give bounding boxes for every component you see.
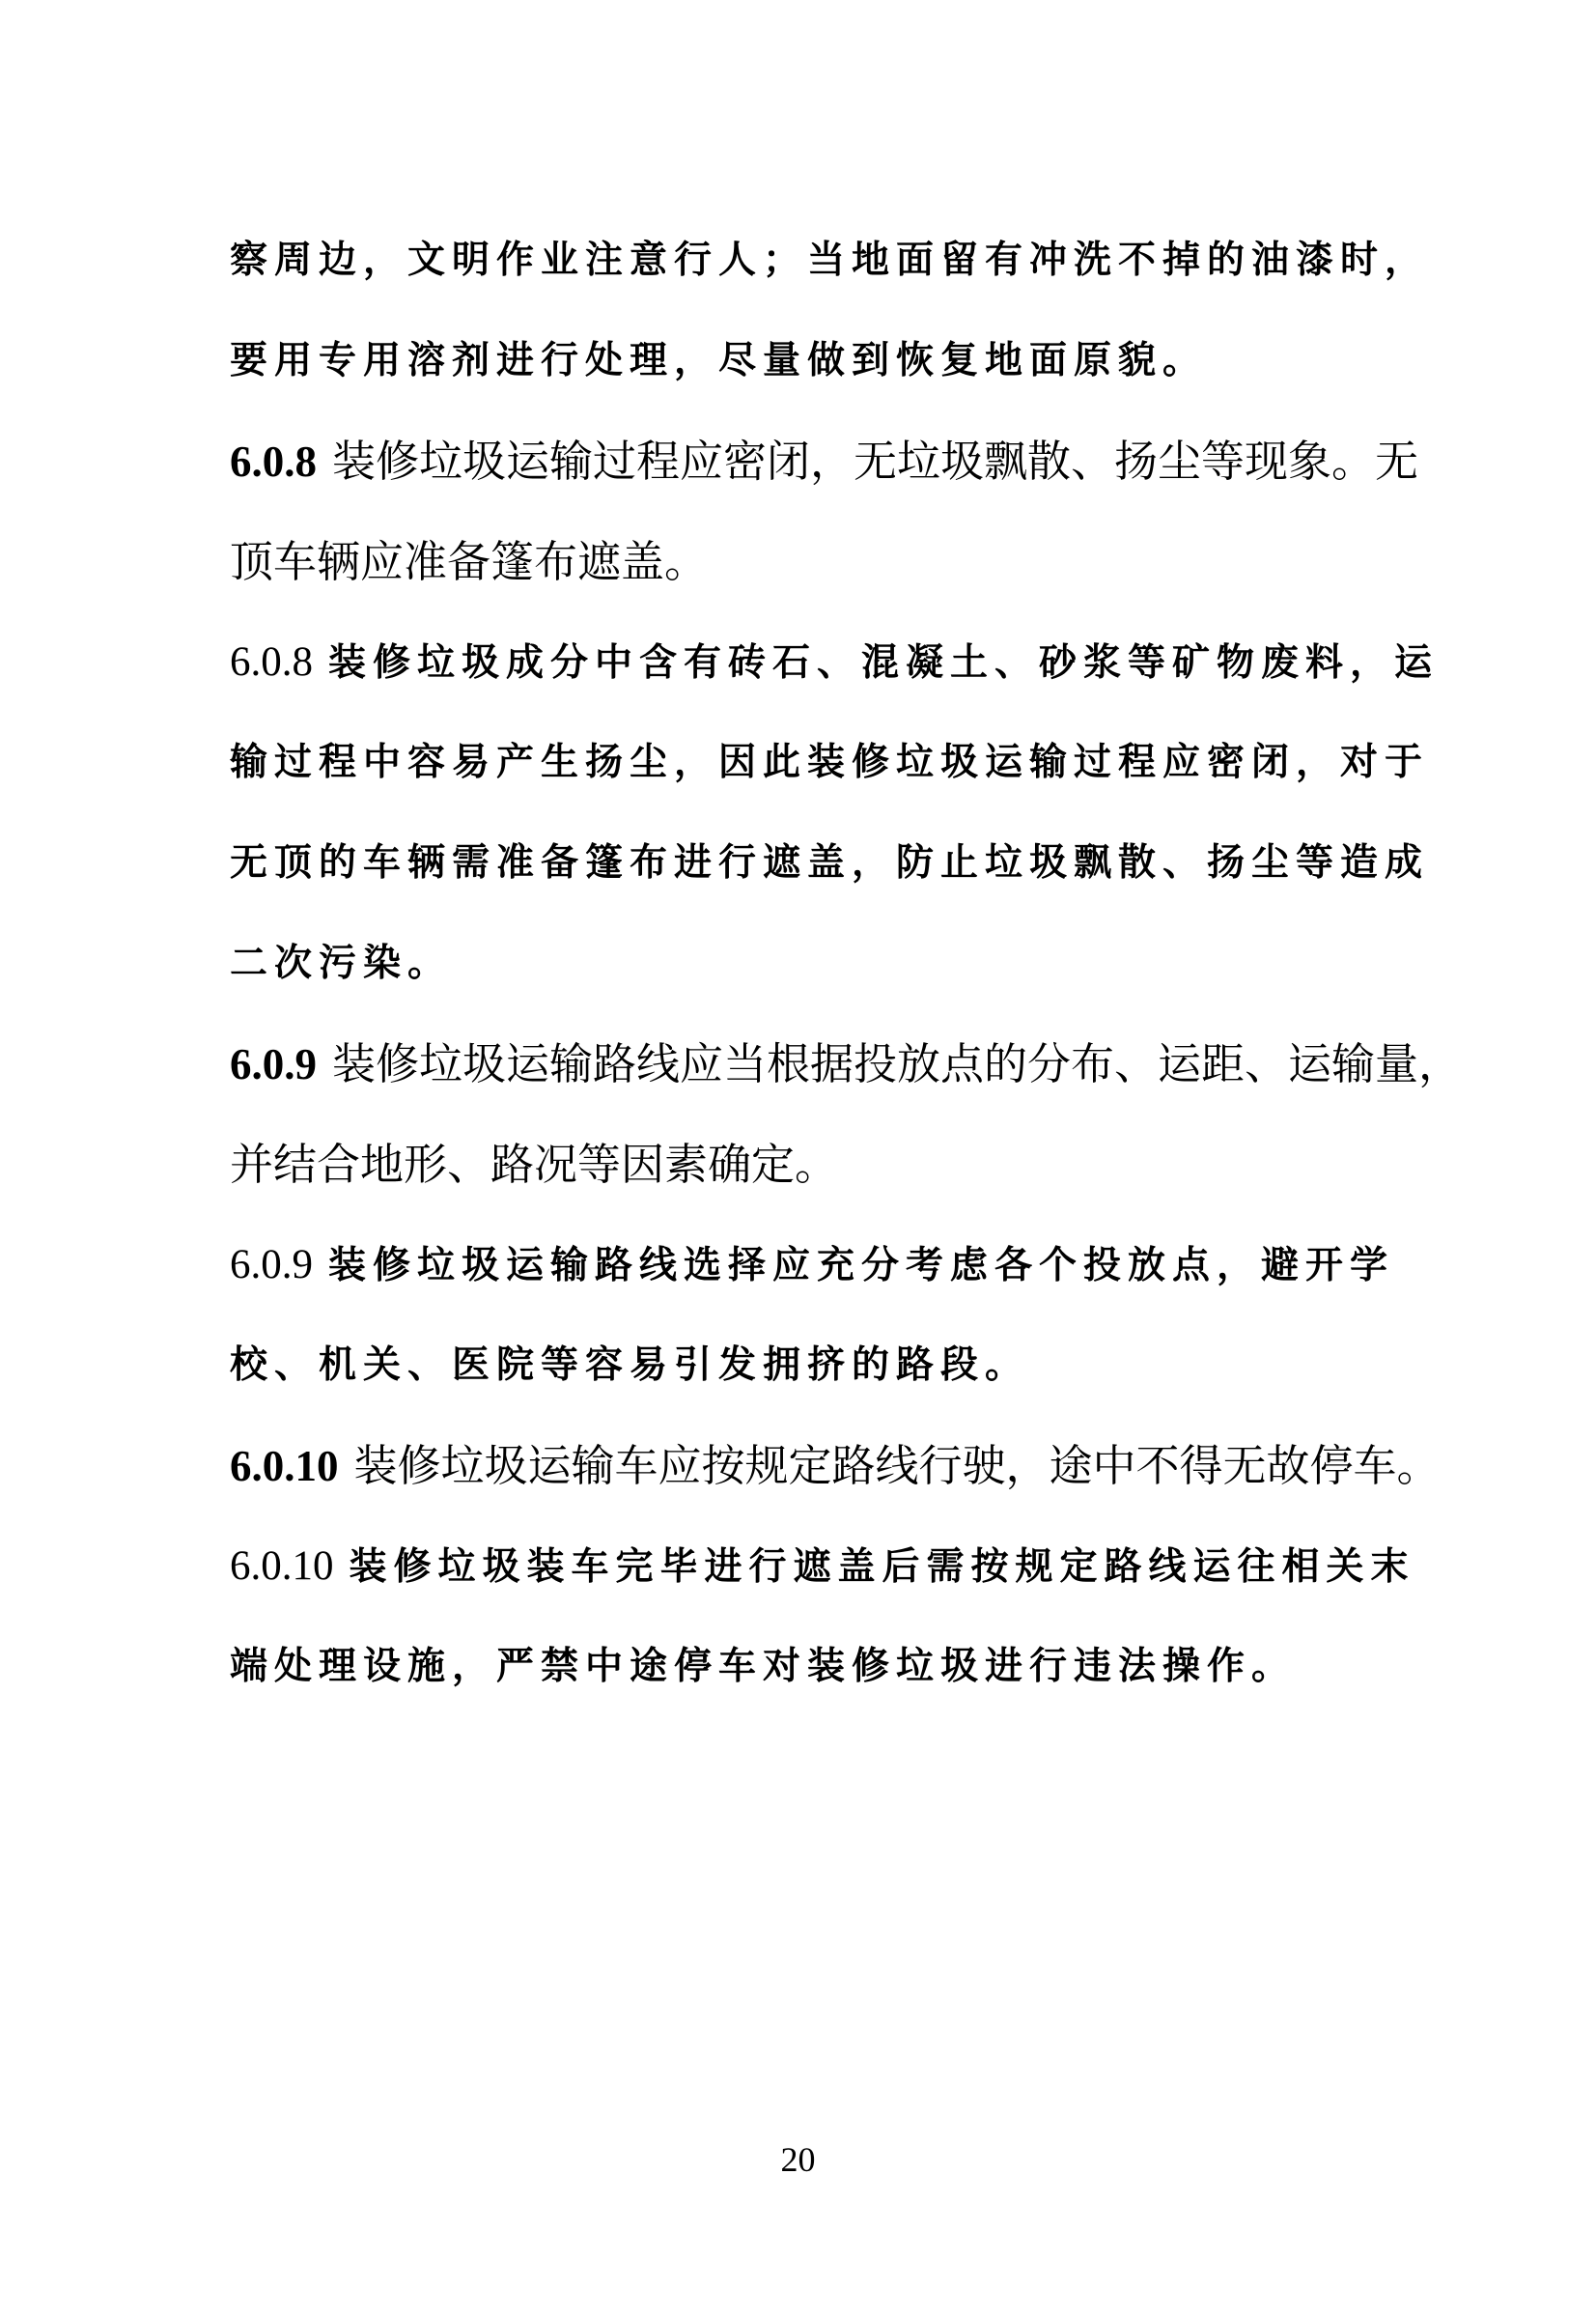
- explanation-number: 6.0.10: [230, 1543, 334, 1589]
- explanation-6-0-8-line: [230, 612, 1440, 713]
- explanation-text: 装修垃圾成分中含有砖石、混凝土、砂浆等矿物废料，运: [328, 641, 1440, 685]
- explanation-text: 装修垃圾装车完毕进行遮盖后需按规定路线运往相关末: [349, 1545, 1415, 1589]
- explanation-text: 装修垃圾运输路线选择应充分考虑各个投放点，避开学: [328, 1244, 1395, 1287]
- clause-number: 6.0.9: [230, 1040, 317, 1088]
- explanation-text: 端处理设施，严禁中途停车对装修垃圾进行违法操作。: [230, 1645, 1297, 1688]
- clause-number: 6.0.8: [230, 438, 317, 486]
- explanation-text: 校、机关、医院等容易引发拥挤的路段。: [230, 1343, 1030, 1387]
- clause-text: 装修垃圾运输路线应当根据投放点的分布、运距、运输量，: [332, 1038, 1463, 1089]
- explanation-text: 输过程中容易产生扬尘，因此装修垃圾运输过程应密闭，对于: [230, 741, 1430, 784]
- clause-6-0-10-line: [230, 1416, 1441, 1516]
- clause-6-0-9-line: [230, 1014, 1463, 1115]
- explanation-line: [230, 1315, 1393, 1416]
- clause-line: [230, 1115, 1393, 1215]
- clause-6-0-8-line: [230, 411, 1419, 512]
- explanation-number: 6.0.8: [230, 639, 313, 685]
- clause-number: 6.0.10: [230, 1442, 339, 1490]
- explanation-text: 无顶的车辆需准备篷布进行遮盖，防止垃圾飘散、扬尘等造成: [230, 841, 1430, 885]
- explanation-6-0-10-line: [230, 1516, 1415, 1617]
- explanation-line: [230, 813, 1430, 914]
- clause-text: 装修垃圾运输过程应密闭，无垃圾飘散、扬尘等现象。无: [332, 436, 1419, 487]
- clause-text: 顶车辆应准备篷布遮盖。: [230, 536, 709, 587]
- explanation-line: [230, 713, 1430, 813]
- explanation-line: [230, 211, 1430, 311]
- explanation-text: 察周边，文明作业注意行人；当地面留有冲洗不掉的油漆时，: [230, 239, 1430, 282]
- explanation-line: [230, 914, 1393, 1014]
- page-number: 20: [780, 2140, 816, 2179]
- explanation-6-0-9-line: [230, 1215, 1393, 1315]
- explanation-line: [230, 1617, 1393, 1717]
- clause-line: [230, 512, 1393, 612]
- clause-text: 装修垃圾运输车应按规定路线行驶，途中不得无故停车。: [353, 1440, 1441, 1491]
- page-body: [230, 211, 1463, 1717]
- explanation-number: 6.0.9: [230, 1242, 313, 1287]
- clause-text: 并结合地形、路况等因素确定。: [230, 1139, 839, 1190]
- explanation-text: 二次污染。: [230, 942, 453, 985]
- explanation-text: 要用专用溶剂进行处理，尽量做到恢复地面原貌。: [230, 339, 1208, 382]
- explanation-line: [230, 311, 1393, 411]
